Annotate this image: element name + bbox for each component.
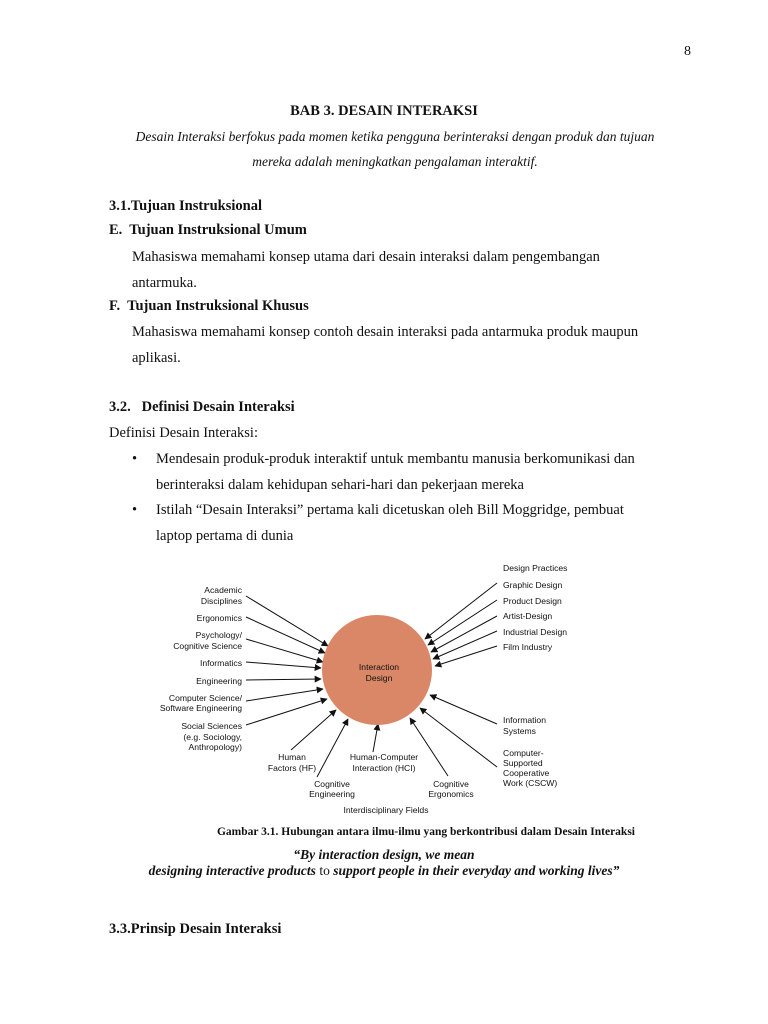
label-psychology-1: Psychology/	[195, 630, 242, 640]
label-informatics: Informatics	[199, 658, 242, 668]
arrow-cog-erg	[410, 718, 448, 776]
specific-objective-line-2: aplikasi.	[132, 349, 181, 366]
general-objective-line-1: Mahasiswa memahami konsep utama dari desain interaksi dalam pengembangan	[132, 249, 600, 265]
arrow-informatics	[246, 662, 321, 668]
arrow-info	[430, 695, 497, 724]
arrow-ergonomics	[246, 617, 325, 653]
label-academic-2: Disciplines	[200, 596, 242, 606]
section-3-3-heading: 3.3.Prinsip Desain Interaksi	[109, 921, 282, 937]
bullet-dot-icon: •	[132, 502, 138, 518]
center-label-line-2: Design	[365, 673, 393, 683]
figure-caption: Gambar 3.1. Hubungan antara ilmu-ilmu yang berkontribusi dalam Desain Interaksi	[216, 826, 635, 838]
bullet-line-1: Mendesain produk-produk interaktif untuk membantu manusia berkomunikasi dan	[156, 451, 635, 467]
label-psychology-2: Cognitive Science	[173, 641, 242, 651]
label-engineering: Engineering	[196, 676, 242, 686]
label-social-1: Social Sciences	[181, 721, 242, 731]
general-objective-line-2: antarmuka.	[132, 274, 197, 291]
arrow-hf	[291, 710, 336, 750]
quote-line-1: “By interaction design, we mean	[293, 847, 475, 862]
quote-part-a: designing interactive products	[148, 863, 316, 878]
arrow-cog-eng	[317, 719, 348, 777]
bullet-line-1: Istilah “Desain Interaksi” pertama kali dicetuskan oleh Bill Moggridge, pembuat	[156, 502, 624, 518]
intro-line-1: Desain Interaksi berfokus pada momen ketika pengguna berinteraksi dengan produk dan tujuan	[135, 129, 655, 144]
arrow-social	[246, 699, 327, 725]
arrow-cscw	[420, 708, 497, 767]
quote-line-2	[0, 863, 768, 879]
label-ergonomics: Ergonomics	[196, 613, 242, 623]
section-3-2-heading: 3.2. Definisi Desain Interaksi	[109, 399, 295, 415]
bullet-line-2: berinteraksi dalam kehidupan sehari-hari dan pekerjaan mereka	[156, 476, 524, 493]
label-cscw-1: Computer-	[503, 748, 544, 758]
arrow-product	[428, 600, 497, 645]
bullet-dot-icon: •	[132, 451, 138, 467]
label-academic-1: Academic	[204, 585, 242, 595]
specific-objective-line-1: Mahasiswa memahami konsep contoh desain interaksi pada antarmuka produk maupun	[132, 324, 639, 340]
definition-lead: Definisi Desain Interaksi:	[109, 425, 258, 441]
label-cog-eng-2: Engineering	[309, 789, 355, 799]
label-graphic: Graphic Design	[503, 580, 563, 590]
label-hf-1: Human	[278, 752, 306, 762]
bullet-line-2: laptop pertama di dunia	[156, 527, 294, 544]
arrow-graphic	[425, 583, 497, 639]
quote-part-c: support people in their everyday and working lives”	[333, 863, 620, 878]
label-cog-erg-1: Cognitive	[433, 779, 469, 789]
label-cscw-4: Work (CSCW)	[503, 778, 558, 788]
arrow-academic	[246, 596, 328, 646]
intro-line-2: mereka adalah meningkatkan pengalaman interaktif.	[252, 154, 538, 169]
label-film: Film Industry	[503, 642, 553, 652]
label-hci-2: Interaction (HCI)	[352, 763, 416, 773]
page-number: 8	[684, 44, 691, 59]
label-cog-erg-2: Ergonomics	[428, 789, 474, 799]
label-interdisciplinary: Interdisciplinary Fields	[343, 805, 429, 815]
quote-part-b: to	[315, 863, 334, 878]
arrow-film	[435, 646, 497, 666]
label-cs-1: Computer Science/	[168, 693, 242, 703]
center-label-line-1: Interaction	[358, 662, 400, 672]
arrow-engineering	[246, 679, 321, 680]
label-social-3: Anthropology)	[188, 742, 242, 752]
label-info-1: Information	[503, 715, 546, 725]
label-social-2: (e.g. Sociology,	[183, 732, 242, 742]
general-objective-heading: E. Tujuan Instruksional Umum	[109, 222, 307, 238]
label-cscw-2: Supported	[503, 758, 543, 768]
label-artist: Artist-Design	[503, 611, 553, 621]
chapter-title: BAB 3. DESAIN INTERAKSI	[290, 103, 478, 119]
label-cscw-3: Cooperative	[503, 768, 550, 778]
label-hci-1: Human-Computer	[349, 752, 419, 762]
label-design-practices: Design Practices	[503, 563, 568, 573]
label-product: Product Design	[503, 596, 562, 606]
arrow-cs	[246, 689, 323, 701]
label-info-2: Systems	[503, 726, 536, 736]
section-3-1-heading: 3.1.Tujuan Instruksional	[109, 198, 262, 214]
arrow-hci	[373, 724, 378, 752]
label-cog-eng-1: Cognitive	[314, 779, 350, 789]
arrow-psychology	[246, 639, 323, 662]
specific-objective-heading: F. Tujuan Instruksional Khusus	[109, 298, 309, 314]
label-hf-2: Factors (HF)	[267, 763, 317, 773]
label-cs-2: Software Engineering	[159, 703, 242, 713]
label-industrial: Industrial Design	[503, 627, 568, 637]
